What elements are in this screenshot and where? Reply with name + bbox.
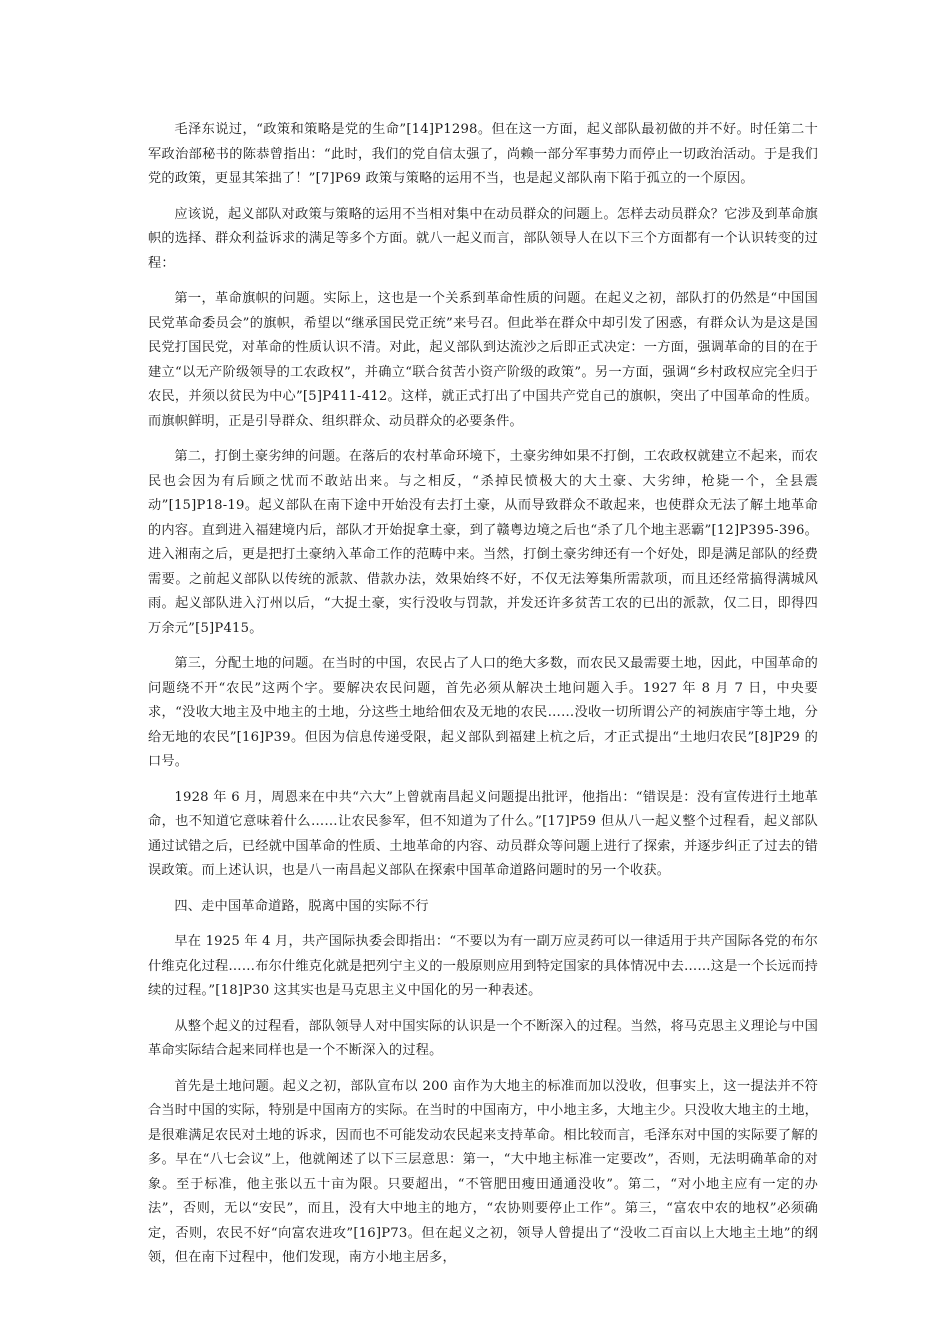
section-heading-4: 四、走中国革命道路，脱离中国的实际不行 bbox=[174, 898, 429, 914]
paragraph-understanding-reality: 从整个起义的过程看，部队领导人对中国实际的认识是一个不断深入的过程。当然，将马克思主义理论与中国革命实际结合起来同样也是一个不断深入的过程。 bbox=[148, 1018, 818, 1058]
document-body bbox=[148, 118, 818, 1282]
paragraph-mao-policy: 毛泽东说过，“政策和策略是党的生命”[14]P1298。但在这一方面，起义部队最初做的并不好。时任第二十军政治部秘书的陈恭曾指出：“此时，我们的党自信太强了，尚赖一部分军事势力而停止一切政治活动。于是我们党的政策，更显其笨拙了！”[7]P69 政策与策略的运用不当，也是起义部队南下陷于孤立的一个原因。 bbox=[148, 122, 818, 186]
paragraph-land-distribution: 第三，分配土地的问题。在当时的中国，农民占了人口的绝大多数，而农民又最需要土地，因此，中国革命的问题绕不开“农民”这两个字。要解决农民问题，首先必须从解决土地问题入手。1927 年 8 月 7 日，中央要求，“没收大地主及中地主的土地，分这些土地给佃农及无地的农民……没收一切所谓公产的祠族庙宇等土地，分给无地的农民”[16]P39。但因为信息传递受限，起义部队到福建上杭之后，才正式提出“土地归农民”[8]P29 的口号。 bbox=[148, 656, 818, 769]
paragraph-zhou-enlai-1928: 1928 年 6 月，周恩来在中共“六大”上曾就南昌起义问题提出批评，他指出：“错误是：没有宣传进行土地革命，也不知道它意味着什么……让农民参军，但不知道为了什么。”[17]P59 但从八一起义整个过程看，起义部队通过试错之后，已经就中国革命的性质、土地革命的内容、动员群众等问题上进行了探索，并逐步纠正了过去的错误政策。而上述认识，也是八一南昌起义部队在探索中国革命道路问题时的另一个收获。 bbox=[148, 789, 818, 878]
paragraph-mobilization: 应该说，起义部队对政策与策略的运用不当相对集中在动员群众的问题上。怎样去动员群众？它涉及到革命旗帜的选择、群众利益诉求的满足等多个方面。就八一起义而言，部队领导人在以下三个方面都有一个认识转变的过程： bbox=[148, 206, 818, 271]
paragraph-comintern-1925: 早在 1925 年 4 月，共产国际执委会即指出：“不要以为有一副万应灵药可以一律适用于共产国际各党的布尔什维克化过程……布尔什维克化就是把列宁主义的一般原则应用到特定国家的具体情况中去……这是一个长远而持续的过程。”[18]P30 这其实也是马克思主义中国化的另一种表述。 bbox=[148, 934, 818, 998]
paragraph-land-question: 首先是土地问题。起义之初，部队宣布以 200 亩作为大地主的标准而加以没收，但事实上，这一提法并不符合当时中国的实际，特别是中国南方的实际。在当时的中国南方，中小地主多，大地主少。只没收大地主的土地，是很难满足农民对土地的诉求，因而也不可能发动农民起来支持革命。相比较而言，毛泽东对中国的实际要了解的多。早在“八七会议”上，他就阐述了以下三层意思：第一，“大中地主标准一定要改”，否则，无法明确革命的对象。至于标准，他主张以五十亩为限。只要超出，“不管肥田瘦田通通没收”。第二，“对小地主应有一定的办法”，否则，无以“安民”，而且，没有大中地主的地方，“农协则要停止工作”。第三，“富农中农的地权”必须确定，否则，农民不好“向富农进攻”[16]P73。但在起义之初，领导人曾提出了“没收二百亩以上大地主土地”的纲领，但在南下过程中，他们发现，南方小地主居多， bbox=[148, 1078, 818, 1265]
paragraph-local-tyrants: 第二，打倒土豪劣绅的问题。在落后的农村革命环境下，土豪劣绅如果不打倒，工农政权就建立不起来，而农民也会因为有后顾之忧而不敢站出来。与之相反，“杀掉民愤极大的大土豪、大劣绅，枪毙一个，全县震动”[15]P18-19。起义部队在南下途中开始没有去打土豪，从而导致群众不敢起来，也使群众无法了解土地革命的内容。直到进入福建境内后，部队才开始捉拿土豪，到了赣粤边境之后也“杀了几个地主恶霸”[12]P395-396。进入湘南之后，更是把打土豪纳入革命工作的范畴中来。当然，打倒土豪劣绅还有一个好处，即是满足部队的经费需要。之前起义部队以传统的派款、借款办法，效果始终不好，不仅无法筹集所需款项，而且还经常搞得满城风雨。起义部队进入汀州以后，“大捉土豪，实行没收与罚款，并发还许多贫苦工农的已出的派款，仅二日，即得四万余元”[5]P415。 bbox=[148, 449, 818, 636]
paragraph-revolution-banner: 第一，革命旗帜的问题。实际上，这也是一个关系到革命性质的问题。在起义之初，部队打的仍然是“中国国民党革命委员会”的旗帜，希望以“继承国民党正统”来号召。但此举在群众中却引发了困惑，有群众认为是这是国民党打国民党，对革命的性质认识不清。对此，起义部队到达流沙之后即正式决定：一方面，强调革命的目的在于建立“以无产阶级领导的工农政权”，并确立“联合贫苦小资产阶级的政策”。另一方面，强调“乡村政权应完全归于农民，并须以贫民为中心”[5]P411-412。这样，就正式打出了中国共产党自己的旗帜，突出了中国革命的性质。而旗帜鲜明，正是引导群众、组织群众、动员群众的必要条件。 bbox=[148, 291, 818, 429]
